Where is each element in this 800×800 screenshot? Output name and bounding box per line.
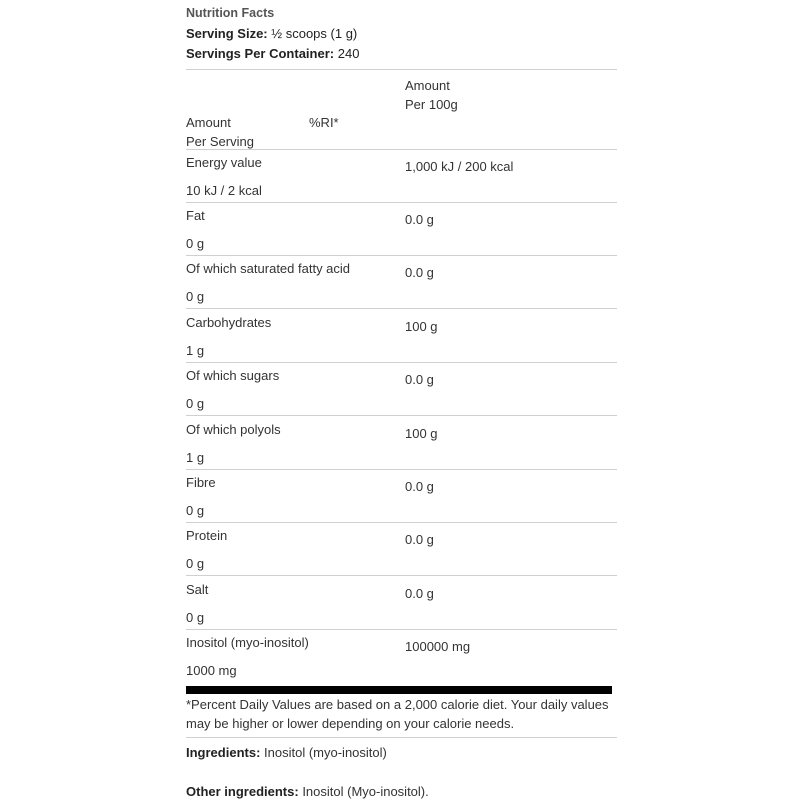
row-per-serving: 0 g (186, 236, 205, 251)
row-per-100g: 100 g (405, 319, 438, 334)
row-per-100g: 0.0 g (405, 265, 434, 280)
serving-size-value: ½ scoops (1 g) (271, 26, 358, 41)
table-row (186, 577, 617, 630)
row-per-serving: 0 g (186, 503, 205, 518)
header-ri: %RI* (309, 115, 339, 130)
row-per-serving: 1000 mg (186, 663, 237, 678)
ingredients-label: Ingredients: (186, 745, 261, 760)
serving-size-label: Serving Size: (186, 26, 268, 41)
row-per-100g: 0.0 g (405, 586, 434, 601)
header-amount-per-100g-line2: Per 100g (405, 97, 458, 112)
header-amount-per-serving-line1: Amount (186, 115, 231, 130)
row-nutrient-fibre: Fibre (186, 475, 216, 490)
servings-per-container-value: 240 (337, 46, 360, 61)
ingredients (186, 745, 387, 760)
table-row (186, 203, 617, 256)
header-amount-per-100g-line1: Amount (405, 78, 450, 93)
row-per-100g: 0.0 g (405, 372, 434, 387)
other-ingredients (186, 784, 429, 799)
header-amount-per-100g (405, 76, 458, 114)
row-per-serving: 10 kJ / 2 kcal (186, 183, 262, 198)
row-per-100g: 0.0 g (405, 532, 434, 547)
row-divider (186, 308, 617, 309)
row-per-100g: 100000 mg (405, 639, 471, 654)
ingredients-value: Inositol (myo-inositol) (264, 745, 387, 760)
row-nutrient-saturated-fat: Of which saturated fatty acid (186, 261, 351, 276)
row-divider (186, 575, 617, 576)
other-ingredients-label: Other ingredients: (186, 784, 299, 799)
row-per-100g: 0.0 g (405, 212, 434, 227)
row-per-100g: 100 g (405, 426, 438, 441)
table-row (186, 630, 617, 683)
footnote-divider (186, 737, 617, 738)
row-divider (186, 415, 617, 416)
row-per-serving: 1 g (186, 450, 205, 465)
row-nutrient-carbohydrates: Carbohydrates (186, 315, 272, 330)
row-nutrient-energy: Energy value (186, 155, 262, 170)
table-row (186, 470, 617, 523)
table-row (186, 363, 617, 416)
row-per-serving: 0 g (186, 396, 205, 411)
header-amount-per-serving-line2: Per Serving (186, 134, 254, 149)
row-per-serving: 0 g (186, 556, 205, 571)
table-row (186, 256, 617, 309)
table-row (186, 417, 617, 470)
servings-per-container (186, 46, 359, 61)
table-row (186, 523, 617, 576)
header-divider (186, 69, 617, 70)
row-per-100g: 1,000 kJ / 200 kcal (405, 159, 514, 174)
row-per-serving: 0 g (186, 289, 205, 304)
footnote-line2: may be higher or lower depending on your calorie needs. (186, 716, 515, 731)
row-nutrient-fat: Fat (186, 208, 205, 223)
row-nutrient-inositol: Inositol (myo-inositol) (186, 635, 309, 650)
other-ingredients-value: Inositol (Myo-inositol). (302, 784, 429, 799)
servings-per-container-label: Servings Per Container: (186, 46, 335, 61)
row-per-serving: 1 g (186, 343, 205, 358)
row-per-100g: 0.0 g (405, 479, 434, 494)
thick-divider-bar (186, 686, 612, 694)
row-nutrient-polyols: Of which polyols (186, 422, 281, 437)
nutrition-facts-title: Nutrition Facts (186, 6, 275, 20)
table-row (186, 310, 617, 363)
row-nutrient-sugars: Of which sugars (186, 368, 280, 383)
row-nutrient-protein: Protein (186, 528, 228, 543)
header-amount-per-serving (186, 113, 254, 151)
serving-size (186, 26, 357, 41)
footnote-line1: *Percent Daily Values are based on a 2,000 calorie diet. Your daily values (186, 697, 609, 712)
row-nutrient-salt: Salt (186, 582, 209, 597)
row-per-serving: 0 g (186, 610, 205, 625)
table-row (186, 150, 617, 203)
daily-values-footnote (186, 695, 617, 733)
